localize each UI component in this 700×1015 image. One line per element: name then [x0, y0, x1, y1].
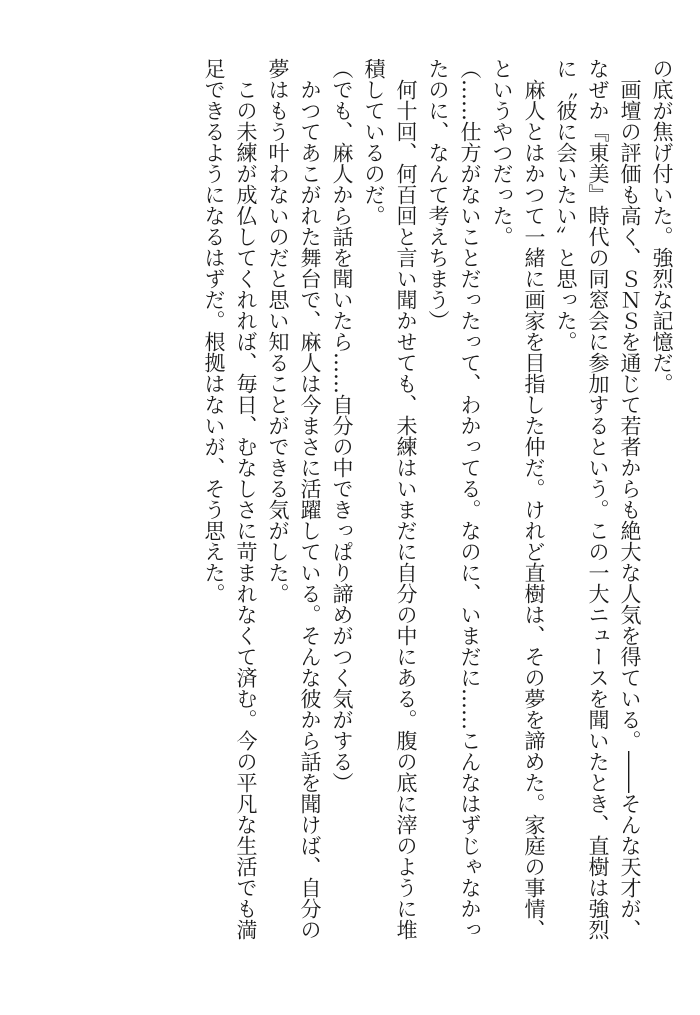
text-line: 何十回、何百回と言い聞かせても、未練はいまだに自分の中にある。腹の底に滓のように堆 — [394, 79, 418, 940]
text-line: なぜか『東美』時代の同窓会に参加するという。この一大ニュースを聞いたとき、直樹は強烈 — [586, 58, 610, 940]
text-line: 足できるようになるはずだ。根拠はないが、そう思えた。 — [202, 58, 226, 604]
text-line: かつてあこがれた舞台で、麻人は今まさに活躍している。そんな彼から話を聞けば、自分の — [298, 79, 322, 940]
text-line: この未練が成仏してくれれば、毎日、むなしさに苛まれなくて済む。今の平凡な生活でも満 — [234, 79, 258, 940]
text-line: 夢はもう叶わないのだと思い知ることができる気がした。 — [266, 58, 290, 604]
text-line: に〝彼に会いたい〟と思った。 — [554, 58, 578, 352]
text-line: というやつだった。 — [490, 58, 514, 247]
text-line: たのに、なんて考えちまう） — [426, 58, 450, 331]
text-line: 麻人とはかつて一緒に画家を目指した仲だ。けれど直樹は、その夢を諦めた。家庭の事情、 — [522, 79, 546, 940]
text-line: 積しているのだ。 — [362, 58, 386, 226]
text-line: 画壇の評価も高く、ＳＮＳを通じて若者からも絶大な人気を得ている。――そんな天才が、 — [618, 79, 642, 940]
text-line: （……仕方がないことだったって、わかってる。なのに、いまだに……こんなはずじゃなかっ — [458, 58, 482, 940]
vertical-text-body — [198, 58, 678, 958]
text-line: （でも、麻人から話を聞いたら……自分の中できっぱり諦めがつく気がする） — [330, 58, 354, 793]
text-line: の底が焦げ付いた。強烈な記憶だ。 — [650, 58, 674, 394]
